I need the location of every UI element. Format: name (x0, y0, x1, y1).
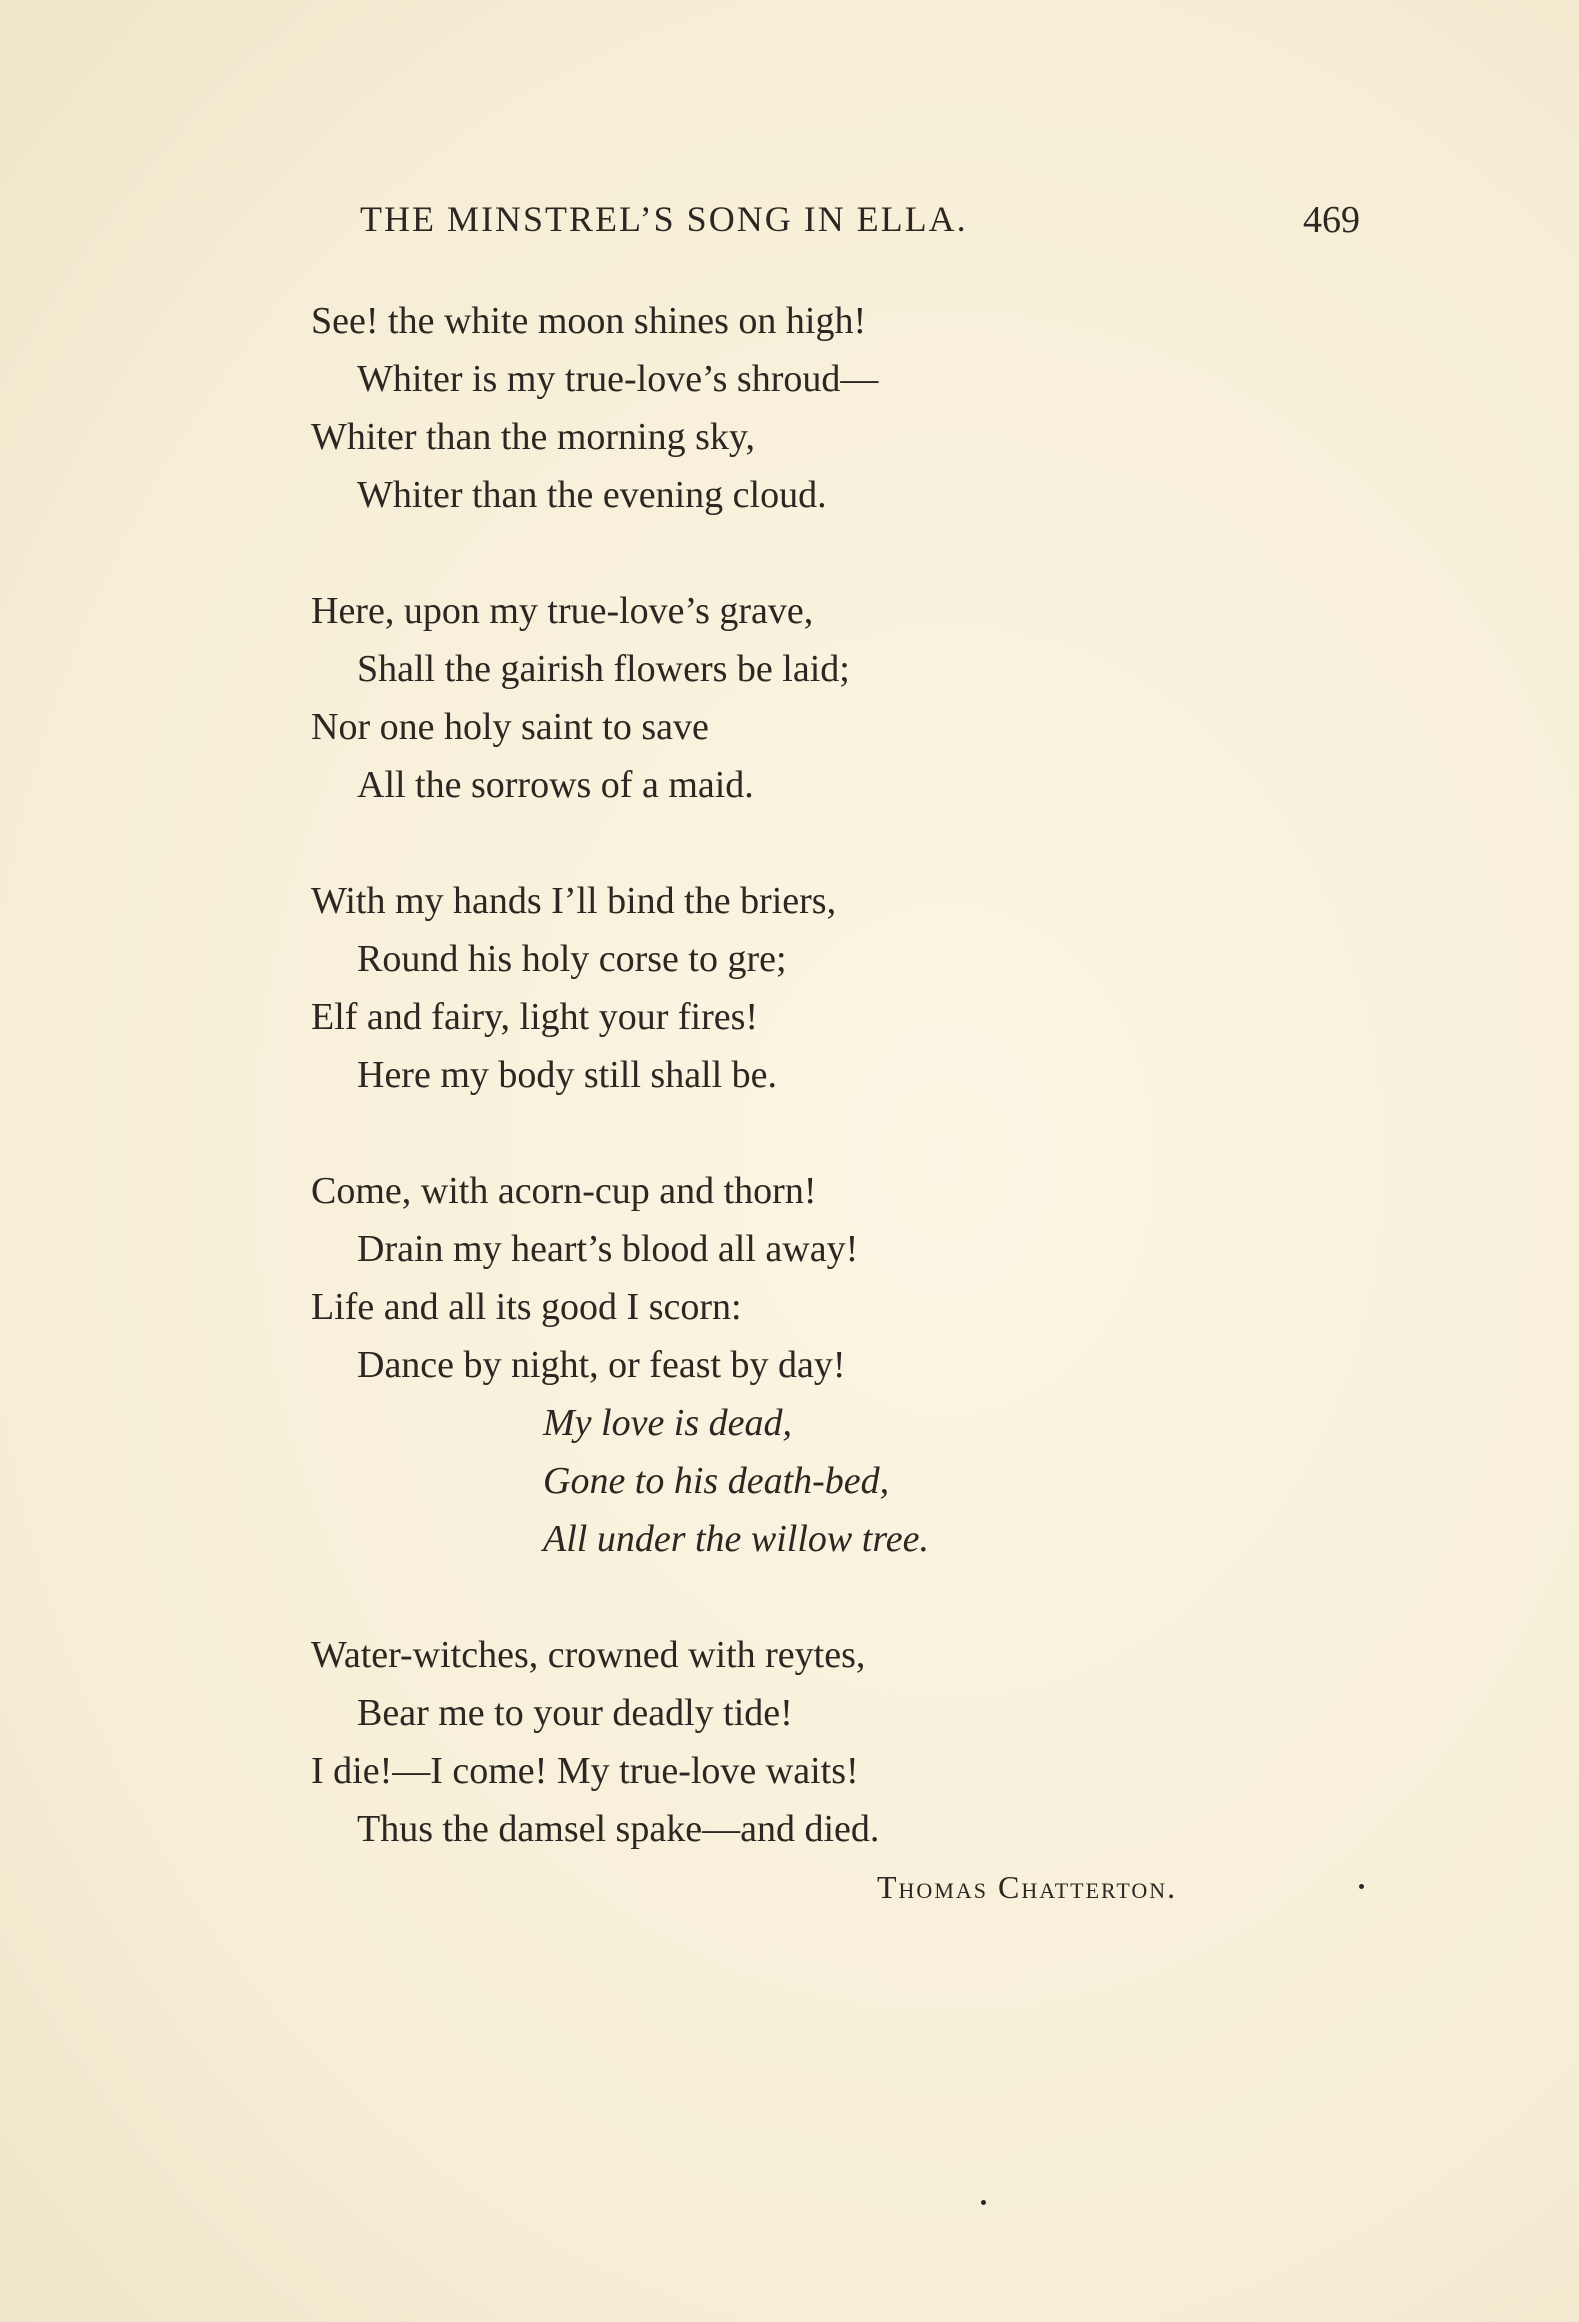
running-title: THE MINSTREL’S SONG IN ELLA. (360, 199, 968, 239)
poem-line: Thus the damsel spake—and died. (357, 1808, 880, 1850)
poem-line: Come, with acorn-cup and thorn! (311, 1170, 817, 1212)
poem-line: Dance by night, or feast by day! (357, 1344, 846, 1386)
page-number: 469 (1303, 199, 1360, 241)
poem-line: With my hands I’ll bind the briers, (311, 880, 837, 922)
refrain-line: My love is dead, (543, 1402, 793, 1444)
poem-line: Round his holy corse to gre; (357, 938, 787, 980)
poem-line: I die!—I come! My true-love waits! (311, 1750, 859, 1792)
page-header (360, 198, 1360, 248)
ink-speck (981, 2200, 986, 2205)
poem-line: Here, upon my true-love’s grave, (311, 590, 814, 632)
stanza-2 (311, 582, 1311, 814)
poem-line: See! the white moon shines on high! (311, 300, 867, 342)
poem (311, 292, 1311, 1912)
poem-line: Whiter than the morning sky, (311, 416, 755, 458)
poem-line: Shall the gairish flowers be laid; (357, 648, 850, 690)
poem-line: Whiter than the evening cloud. (357, 474, 827, 516)
poem-line: Bear me to your deadly tide! (357, 1692, 793, 1734)
poem-line: Water-witches, crowned with reytes, (311, 1634, 866, 1676)
poem-line: Nor one holy saint to save (311, 706, 709, 748)
author-attribution: Thomas Chatterton. (877, 1869, 1178, 1905)
poem-line: Whiter is my true-love’s shroud— (357, 358, 879, 400)
poem-line: Elf and fairy, light your fires! (311, 996, 759, 1038)
refrain-line: Gone to his death-bed, (543, 1460, 890, 1502)
stanza-3 (311, 872, 1311, 1104)
poem-line: Drain my heart’s blood all away! (357, 1228, 859, 1270)
stanza-5 (311, 1626, 1311, 1858)
stanza-1 (311, 292, 1311, 524)
stanza-4 (311, 1162, 1311, 1568)
poem-line: All the sorrows of a maid. (357, 764, 754, 806)
poem-line: Life and all its good I scorn: (311, 1286, 742, 1328)
refrain-line: All under the willow tree. (543, 1518, 929, 1560)
ink-speck (1359, 1884, 1364, 1889)
poem-line: Here my body still shall be. (357, 1054, 778, 1096)
